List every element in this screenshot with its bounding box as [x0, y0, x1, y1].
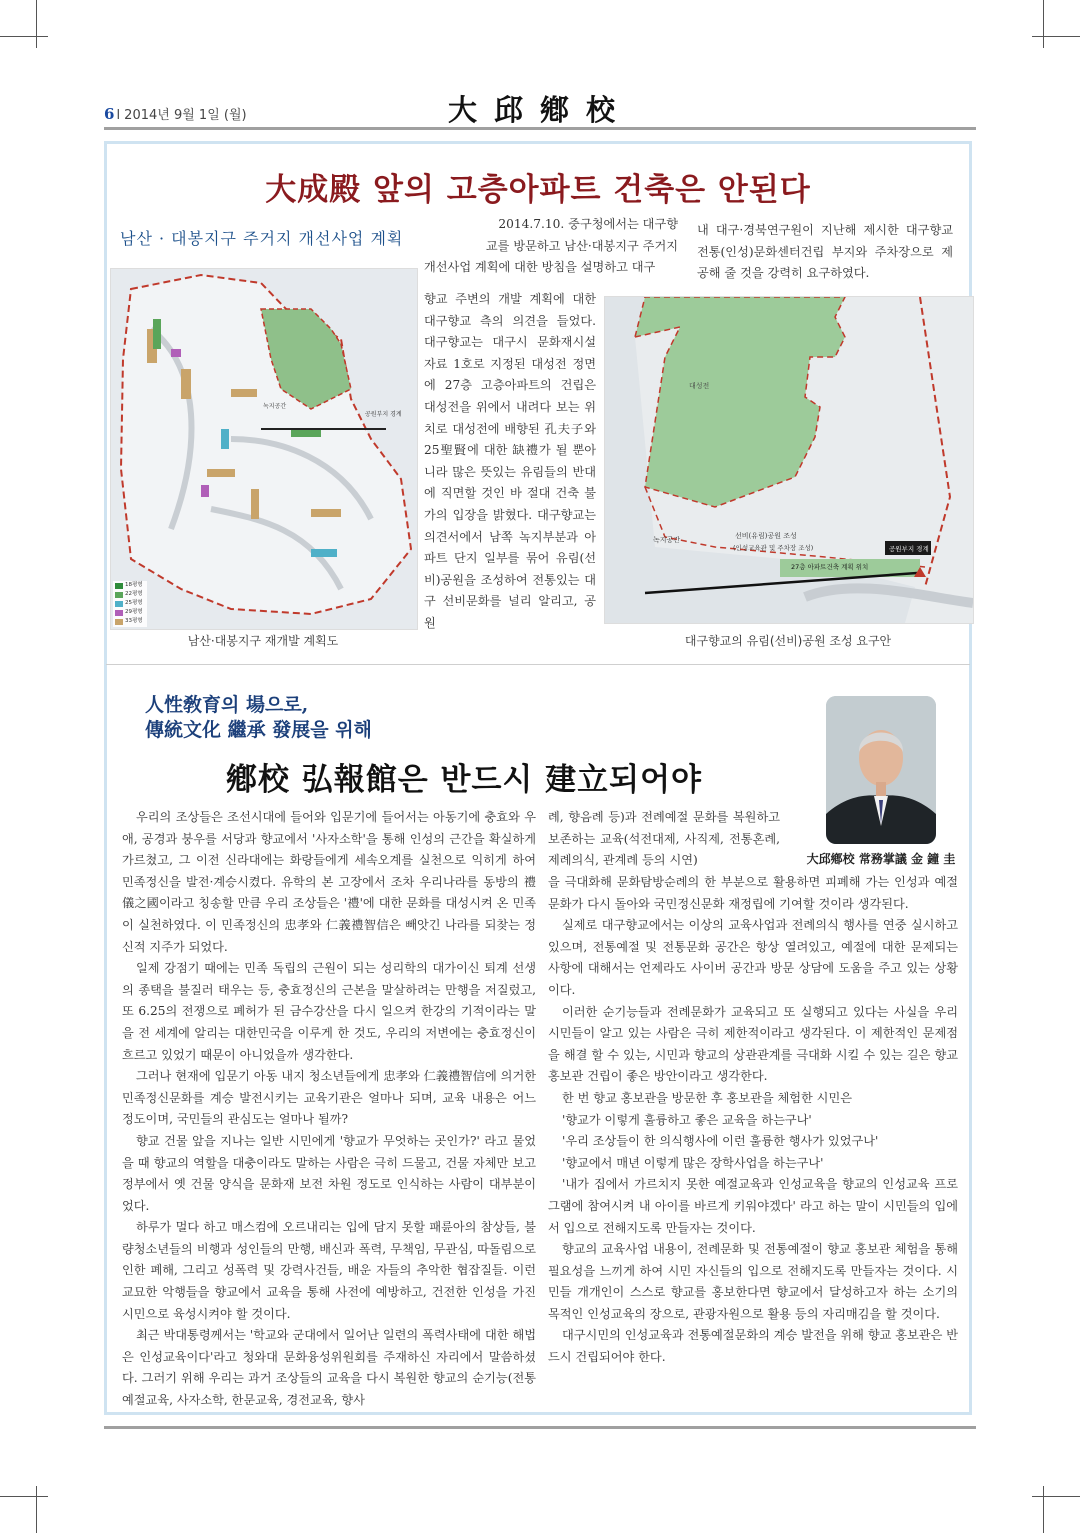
author-caption: 大邱鄕校 常務掌議 金 鐘 圭	[806, 852, 956, 866]
crop-mark	[0, 1496, 48, 1497]
article1-narrow-column	[424, 289, 596, 635]
portrait-graphic	[826, 696, 936, 844]
crop-mark	[1043, 0, 1044, 48]
label-park-sub: (인성교육관 및 주차장 조성)	[733, 544, 814, 552]
crop-mark	[36, 0, 37, 48]
article1-headline: 大成殿 앞의 고층아파트 건축은 안된다	[265, 172, 811, 208]
quote: '향교에서 매년 이렇게 많은 장학사업을 하는구나'	[562, 1155, 824, 1170]
section-divider	[106, 664, 970, 665]
article1-intro	[424, 214, 678, 279]
article1-subhead: 남산 · 대봉지구 주거지 개선사업 계획	[120, 229, 404, 248]
quote: '우리 조상들이 한 의식행사에 이런 훌륭한 행사가 있었구나'	[562, 1134, 879, 1149]
label-apartment: 27층 아파트건축 계획 위치	[791, 563, 869, 571]
crop-mark	[0, 36, 48, 37]
map1-caption: 남산·대봉지구 재개발 계획도	[187, 634, 339, 648]
legend-entry: 29평형	[125, 609, 143, 615]
paragraph: 대구시민의 인성교육과 전통예절문화의 계승 발전을 위해 향교 홍보관은 반드시 건립되어야 한다.	[548, 1328, 958, 1365]
legend-entry: 25평형	[125, 600, 143, 606]
paragraph: '내가 집에서 가르치지 못한 예절교육과 인성교육을 향교의 인성교육 프로그램에 참여시켜 내 아이를 바르게 키워야겠다' 라고 하는 말이 시민들의 입에서 입으로 전해지도록 만들자는 것이다.	[548, 1177, 958, 1235]
paragraph: 우리의 조상들은 조선시대에 들어와 입문기에 들어서는 아동기에 충효와 우애, 공경과 붕우를 서당과 향교에서 '사자소학'을 통해 인성의 근간을 확실하게 가르쳤고, 그 이전 신라대에는 화랑들에게 세속오계를 실천으로 익히게 하여 민족정신을 발전·계승시켰다. 유학의 본 고장에서 조차 우리나라를 동방의 禮儀之國이라고 칭송할 만큼 우리 조상들은 '禮'에 대한 문화를 대성시켜 온 민족이 실천하였다. 이 민족정신의 忠孝와 仁義禮智信은 빼앗긴 나라를 되찾는 정신적 지주가 되었다.	[122, 810, 536, 954]
issue-date: l 2014년 9월 1일 (월)	[116, 108, 247, 123]
label-green-space: 녹지공간	[653, 536, 681, 544]
bottom-rule	[104, 1426, 976, 1429]
map-label-green: 녹지공간	[263, 403, 287, 410]
label-boundary: 공원부지 경계	[889, 545, 929, 553]
article2-right-column	[548, 872, 958, 1369]
map2-caption: 대구향교의 유림(선비)공원 조성 요구안	[684, 634, 892, 648]
top-rule	[104, 127, 976, 130]
label-daeseongjeon: 대성전	[689, 382, 710, 390]
masthead	[104, 90, 976, 130]
paper-title: 大邱鄕校	[447, 93, 632, 127]
author-photo	[826, 696, 936, 844]
intro-line: 교를 방문하고 남산·대봉지구 주거지	[485, 238, 678, 253]
paragraph: 그러나 현재에 입문기 아동 내지 청소년들에게 忠孝와 仁義禮智信에 의거한 민족정신문화를 계승 발전시키는 교육기관은 얼마나 되며, 교육 내용은 어느 정도이며, 국민들의 관심도는 얼마나 될까?	[122, 1069, 536, 1127]
intro-line: 개선사업 계획에 대한 방침을 설명하고 대구	[424, 260, 656, 275]
crop-mark	[1043, 1486, 1044, 1533]
article2-subtitle-2: 傳統文化 繼承 發展을 위해	[145, 719, 372, 741]
page-number: 6	[104, 105, 115, 123]
legend-entry: 18평형	[125, 582, 143, 588]
paragraph: 일제 강점기 때에는 민족 독립의 근원이 되는 성리학의 대가이신 퇴계 선생의 종택을 불질러 태우는 등, 충효정신의 근본을 말살하려는 만행을 저질렀고, 또 6.25의 전쟁으로 폐허가 된 금수강산을 다시 일으켜 한강의 기적이라는 말을 전 세계에 알리는 대한민국을 이루게 한 것도, 우리의 저변에는 충효정신이 흐르고 있었기 때문이 아니었을까 생각한다.	[122, 961, 536, 1062]
map-label-boundary: 공원부지 경계	[365, 411, 402, 418]
park-proposal-map	[604, 296, 974, 624]
article1-body-right: 내 대구·경북연구원이 지난해 제시한 대구향교 전통(인성)문화센터건립 부지와 주차장으로 제공해 줄 것을 강력히 요구하였다.	[697, 223, 953, 281]
article2-right-narrow	[548, 807, 780, 872]
crop-mark	[1032, 1496, 1080, 1497]
park-plan-graphic	[605, 297, 973, 623]
paragraph: 하루가 멀다 하고 매스컴에 오르내리는 입에 담지 못할 패륜아의 참상들, 불량청소년들의 비행과 성인들의 만행, 배신과 폭력, 무책임, 무관심, 따돌림으로 인한 폐해, 그리고 성폭력 및 강력사건들, 배운 자들의 추악한 협잡질들. 이런 교묘한 악행들을 향교에서 교육을 통해 사전에 예방하고, 건전한 인성을 가진 시민으로 육성시켜야 할 것이다.	[122, 1220, 536, 1321]
paragraph: 이러한 순기능들과 전례문화가 교육되고 또 실행되고 있다는 사실을 우리 시민들이 알고 있는 사람은 극히 제한적이라고 생각된다. 이 제한적인 문제점을 해결 할 수 있는, 시민과 향교의 상관관계를 극대화 시킬 수 있는 길은 향교 홍보관 건립이 좋은 방안이라고 생각한다.	[548, 1004, 958, 1084]
paragraph: 향교의 교육사업 내용이, 전례문화 및 전통예절이 향교 홍보관 체험을 통해 필요성을 느끼게 하여 시민 자신들의 입으로 전해지도록 만들자는 것이다. 시민들 개개인이 스스로 향교를 홍보한다면 향교에서 달성하고자 하는 소기의 목적인 인성교육의 장으로, 관광자원으로 활용 등의 자리매김을 할 것이다.	[548, 1242, 958, 1321]
label-park: 선비(유림)공원 조성	[735, 532, 797, 540]
map-legend	[125, 581, 143, 626]
legend-entry: 22평형	[125, 591, 143, 597]
paragraph: 한 번 향교 홍보관을 방문한 후 홍보관을 체험한 시민은	[562, 1090, 853, 1105]
map-plan-graphic	[111, 269, 417, 629]
paragraph: 향교 건물 앞을 지나는 일반 시민에게 '향교가 무엇하는 곳인가?' 라고 물었을 때 향교의 역할을 대충이라도 말하는 사람은 극히 드물고, 건물 자체만 보고 정부에서 옛 건물 양식을 문화재 보전 차원 정도로 인식하는 사람이 대부분이었다.	[122, 1133, 536, 1213]
crop-mark	[36, 1486, 37, 1533]
redevelopment-map	[110, 268, 418, 630]
article2-subtitle-1: 人性敎育의 場으로,	[145, 694, 309, 716]
article2-left-column	[122, 807, 536, 1412]
crop-mark	[1032, 36, 1080, 37]
legend-entry: 33평형	[125, 618, 143, 624]
paragraph: 을 극대화해 문화탐방순례의 한 부분으로 활용하면 피폐해 가는 인성과 예절문화가 다시 돌아와 국민정신문화 재정립에 기여할 것이라 생각된다.	[548, 875, 958, 911]
paragraph: 례, 향음례 등)과 전례예절 문화를 복원하고 보존하는 교육(석전대제, 사직제, 전통혼례, 제례의식, 관계례 등의 시연)	[548, 810, 780, 868]
paragraph: 최근 박대통령께서는 '학교와 군대에서 일어난 일련의 폭력사태에 대한 해법은 인성교육이다'라고 청와대 문화융성위원회를 주재하신 자리에서 말씀하셨다. 그러기 위해 우리는 과거 조상들의 교육을 다시 복원한 향교의 순기능(전통예절교육, 사자소학, 한문교육, 경전교육, 향사	[122, 1328, 536, 1408]
article1-right-column	[697, 220, 953, 285]
intro-line: 2014.7.10. 중구청에서는 대구향	[498, 217, 678, 231]
quote: '향교가 이렇게 훌륭하고 좋은 교육을 하는구나'	[562, 1112, 812, 1127]
article2-headline: 鄕校 弘報館은 반드시 建立되어야	[226, 762, 702, 798]
article1-body: 향교 주변의 개발 계획에 대한 대구향교 측의 의견을 들었다. 대구향교는 대구시 문화재시설자료 1호로 지정된 대성전 정면에 27층 고층아파트의 건립은 대성전을 위에서 내려다 보는 위치로 대성전에 배향된 孔夫子와 25聖賢에 대한 缺禮가 될 뿐아니라 많은 뜻있는 유림들의 반대에 직면할 것인 바 절대 건축 불가의 입장을 밝혔다. 대구향교는 의견서에서 남쪽 녹지부분과 아파트 단지 일부를 묶어 유림(선비)공원을 조성하여 전통있는 대구 선비문화를 널리 알리고, 공원	[424, 292, 596, 630]
paragraph: 실제로 대구향교에서는 이상의 교육사업과 전례의식 행사를 연중 실시하고 있으며, 전통예절 및 전통문화 공간은 항상 열려있고, 예절에 대한 문제되는 사항에 대해서는 언제라도 사이버 공간과 방문 상담에 도움을 주고 있는 상황이다.	[548, 918, 958, 997]
